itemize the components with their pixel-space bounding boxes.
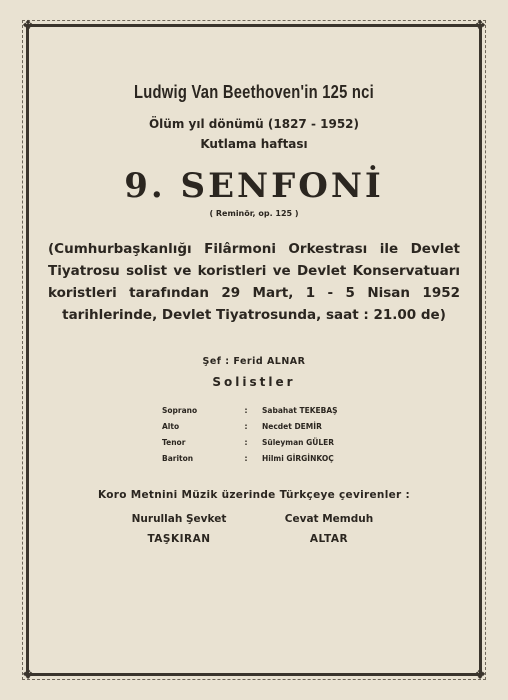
soloists-list [40, 403, 468, 467]
soloist-row [40, 451, 468, 467]
corner-ornament-icon: ❖ [21, 667, 35, 683]
soloist-name: Süleyman GÜLER [262, 438, 335, 447]
soloist-role: Alto [162, 422, 180, 431]
soloist-role: Soprano [162, 406, 198, 415]
soloist-separator: : [244, 406, 248, 415]
soloist-role: Tenor [162, 438, 186, 447]
translator-surname: TAŞKIRAN [147, 533, 211, 545]
corner-ornament-icon: ❖ [473, 667, 487, 683]
soloist-row [40, 419, 468, 435]
soloist-role: Bariton [162, 454, 194, 463]
page-subtitle: ( Reminör, op. 125 ) [209, 209, 299, 218]
translator-surname: ALTAR [309, 533, 349, 545]
soloist-separator: : [244, 422, 248, 431]
header-line-3: Kutlama haftası [200, 137, 308, 151]
soloist-row [40, 403, 468, 419]
corner-ornament-icon: ❖ [473, 18, 487, 34]
program-content [40, 64, 468, 545]
translator-entry [254, 513, 404, 545]
header-line-2: Ölüm yıl dönümü (1827 - 1952) [148, 117, 359, 131]
description-paragraph: (Cumhurbaşkanlığı Filârmoni Orkestrası ile Devlet Tiyatrosu solist ve koristleri ve Devlet Konservatuarı koristleri tarafından 29 Mart, 1 - 5 Nisan 1952 tarihlerinde, Devlet Tiyatrosunda, saat : 21.00 de) [48, 241, 460, 323]
soloist-name: Necdet DEMİR [262, 422, 322, 431]
soloist-name: Hilmi GİRGİNKOÇ [262, 454, 334, 463]
soloists-heading: Solistler [212, 375, 296, 389]
soloist-row [40, 435, 468, 451]
conductor-line: Şef : Ferid ALNAR [202, 356, 306, 367]
translator-first-name: Nurullah Şevket [131, 513, 227, 525]
header-line-1: Ludwig Van Beethoven'in 125 nci [134, 82, 374, 102]
translator-entry [104, 513, 254, 545]
translators-list [40, 513, 468, 545]
translators-heading: Koro Metnini Müzik üzerinde Türkçeye çevirenler : [98, 489, 410, 501]
soloist-name: Sabahat TEKEBAŞ [262, 406, 338, 415]
soloist-separator: : [244, 454, 248, 463]
page-title: 9. SENFONİ [124, 166, 384, 206]
corner-ornament-icon: ❖ [21, 18, 35, 34]
soloist-separator: : [244, 438, 248, 447]
translator-first-name: Cevat Memduh [284, 513, 374, 525]
